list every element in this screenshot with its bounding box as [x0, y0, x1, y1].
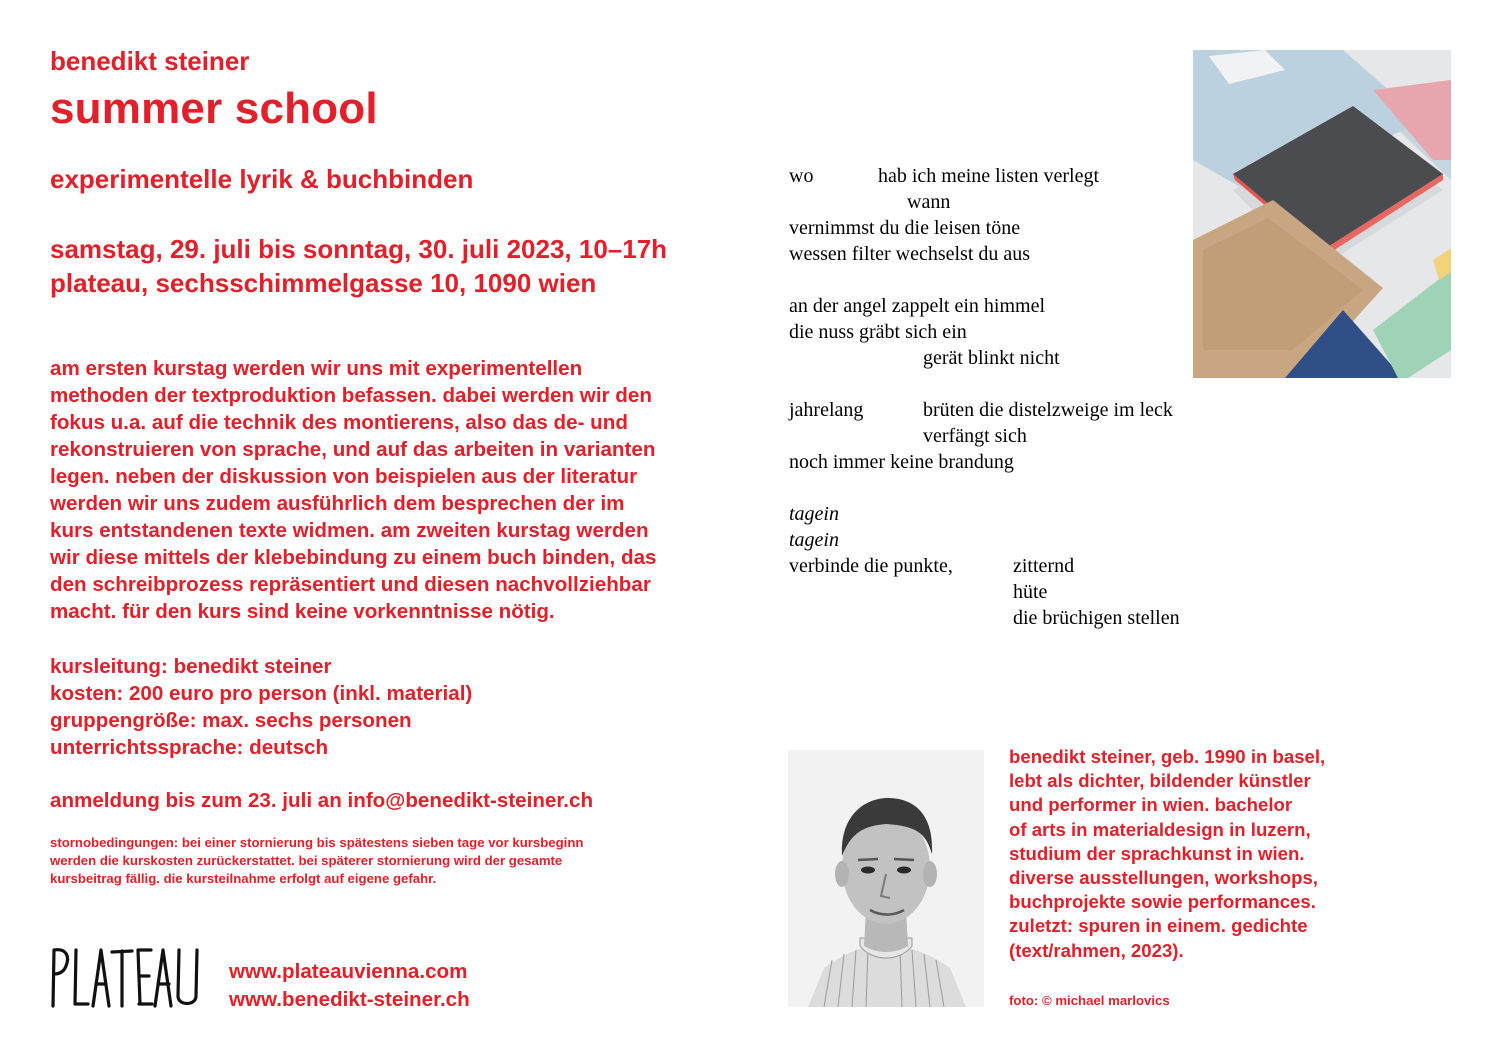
poem-line: vernimmst du die leisen töne: [789, 217, 1021, 239]
course-instructor: kursleitung: benedikt steiner: [50, 655, 332, 678]
poem-line: brüten die distelzweige im leck: [923, 399, 1173, 421]
plateau-logo: [48, 942, 208, 1012]
subtitle: experimentelle lyrik & buchbinden: [50, 164, 474, 194]
book-photo: [1193, 50, 1451, 378]
poem-line: tagein: [789, 503, 839, 525]
group-size: gruppengröße: max. sechs personen: [50, 709, 412, 732]
poem-line: wann: [907, 191, 951, 213]
description-line: am ersten kurstag werden wir uns mit experimentellen: [50, 357, 583, 380]
description-line: fokus u.a. auf die technik des montierens, also das de- und: [50, 411, 628, 434]
cancellation-terms: [50, 834, 690, 888]
bio-line: studium der sprachkunst in wien.: [1009, 842, 1305, 864]
poem-line: tagein: [789, 529, 839, 551]
poem-line: hab ich meine listen verlegt: [878, 165, 1100, 187]
description-line: macht. für den kurs sind keine vorkenntnisse nötig.: [50, 600, 555, 623]
course-description: [50, 355, 740, 625]
course-cost: kosten: 200 euro pro person (inkl. material): [50, 682, 473, 705]
poem-line: jahrelang: [789, 399, 864, 421]
event-date: samstag, 29. juli bis sonntag, 30. juli 2023, 10–17h: [50, 234, 668, 264]
bio-line: of arts in materialdesign in luzern,: [1009, 818, 1311, 840]
author-bio: [1009, 745, 1325, 963]
photo-credit: foto: © michael marlovics: [1009, 993, 1170, 1008]
course-details: [50, 653, 472, 761]
poem-line: wo: [789, 165, 814, 187]
link-plateauvienna[interactable]: www.plateauvienna.com: [229, 960, 468, 983]
poem-line: verbinde die punkte,: [789, 555, 953, 577]
poem-line: hüte: [1013, 581, 1048, 603]
bio-line: diverse ausstellungen, workshops,: [1009, 867, 1318, 889]
bio-line: zuletzt: spuren in einem. gedichte: [1009, 915, 1308, 937]
author-name: benedikt steiner: [50, 46, 250, 76]
poem-line: noch immer keine brandung: [789, 451, 1014, 473]
cancellation-line: werden die kurskosten zurückerstattet. bei späterer stornierung wird der gesamte: [50, 853, 563, 868]
registration-info: anmeldung bis zum 23. juli an info@benedikt-steiner.ch: [50, 789, 594, 812]
event-address: plateau, sechsschimmelgasse 10, 1090 wien: [50, 268, 597, 298]
description-line: kurs entstandenen texte widmen. am zweiten kurstag werden: [50, 519, 649, 542]
bio-line: und performer in wien. bachelor: [1009, 794, 1293, 816]
description-line: rekonstruieren von sprache, und auf das arbeiten in varianten: [50, 438, 656, 461]
description-line: methoden der textproduktion befassen. dabei werden wir den: [50, 384, 652, 407]
description-line: den schreibprozess repräsentiert und diesen nachvollziehbar: [50, 573, 651, 596]
cancellation-line: kursbeitrag fällig. die kursteilnahme erfolgt auf eigene gefahr.: [50, 871, 437, 886]
links: [229, 958, 470, 1014]
description-line: werden wir uns zudem ausführlich dem besprechen der im: [50, 492, 625, 515]
bio-line: benedikt steiner, geb. 1990 in basel,: [1009, 746, 1326, 767]
portrait-photo: [788, 750, 984, 1007]
poem: [789, 163, 1229, 643]
page-title: summer school: [50, 84, 378, 133]
poem-line: wessen filter wechselst du aus: [789, 243, 1031, 265]
bio-line: lebt als dichter, bildender künstler: [1009, 770, 1311, 792]
poem-line: zitternd: [1013, 555, 1075, 577]
link-benedikt-steiner[interactable]: www.benedikt-steiner.ch: [229, 988, 470, 1011]
poem-line: die brüchigen stellen: [1013, 607, 1180, 629]
description-line: legen. neben der diskussion von beispielen aus der literatur: [50, 465, 638, 488]
course-language: unterrichtssprache: deutsch: [50, 736, 329, 759]
bio-line: (text/rahmen, 2023).: [1009, 939, 1184, 961]
poem-line: gerät blinkt nicht: [923, 347, 1060, 369]
poem-line: verfängt sich: [923, 425, 1027, 447]
bio-line: buchprojekte sowie performances.: [1009, 891, 1316, 913]
poem-line: die nuss gräbt sich ein: [789, 321, 967, 343]
cancellation-line: stornobedingungen: bei einer stornierung bis spätestens sieben tage vor kursbeginn: [50, 835, 584, 850]
poem-line: an der angel zappelt ein himmel: [789, 295, 1046, 317]
description-line: wir diese mittels der klebebindung zu einem buch binden, das: [50, 546, 657, 569]
